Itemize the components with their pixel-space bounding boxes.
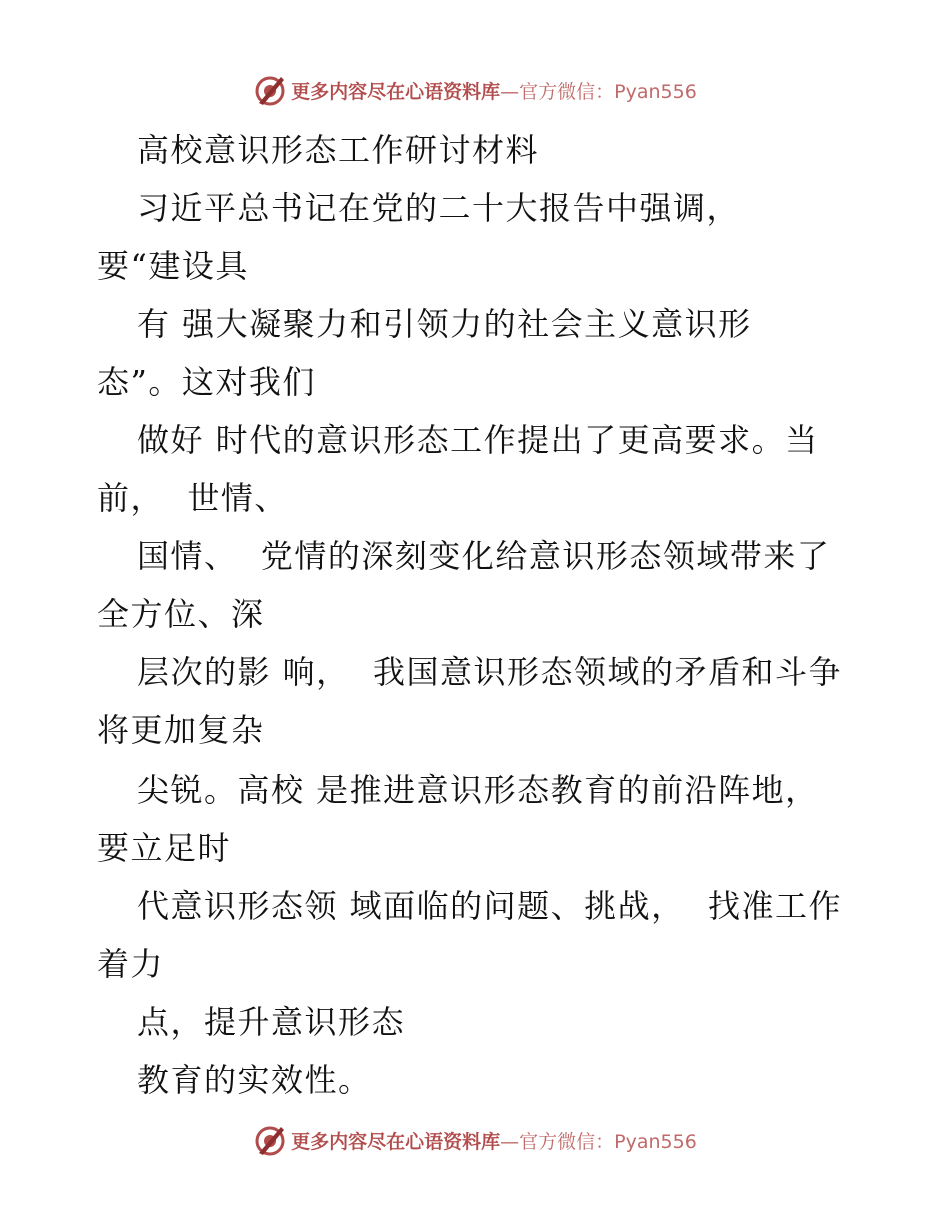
header-watermark-banner (0, 70, 950, 110)
paragraph-line: 着力 (97, 945, 165, 983)
paragraph-line: 做好 时代的意识形态工作提出了更高要求。当 (137, 421, 819, 459)
document-title: 高校意识形态工作研讨材料 (137, 131, 540, 169)
header-watermark-text: 更多内容尽在心语资料库—官方微信：Pyan556 (291, 80, 697, 103)
paragraph-line: 前， 世情、 (97, 479, 288, 517)
pen-logo-icon (253, 73, 287, 107)
paragraph-line: 尖锐。高校 是推进意识形态教育的前沿阵地， (137, 771, 819, 809)
paragraph-line: 教育的实效性。 (137, 1061, 372, 1099)
paragraph-line: 国情、 党情的深刻变化给意识形态领域带来了 (137, 537, 831, 575)
paragraph-line: 将更加复杂 (97, 711, 265, 749)
paragraph-line: 态”。这对我们 (97, 363, 316, 401)
footer-watermark-banner (0, 1120, 950, 1160)
paragraph-line: 要“建设具 (97, 247, 249, 285)
paragraph-line: 点，提升意识形态 (137, 1003, 406, 1041)
paragraph-line: 层次的影 响， 我国意识形态领域的矛盾和斗争 (137, 653, 843, 691)
paragraph-line: 全方位、深 (97, 595, 265, 633)
paragraph-line: 习近平总书记在党的二十大报告中强调， (137, 189, 741, 227)
pen-logo-icon (253, 1123, 287, 1157)
paragraph-line: 有 强大凝聚力和引领力的社会主义意识形 (137, 305, 752, 343)
footer-watermark-text: 更多内容尽在心语资料库—官方微信：Pyan556 (291, 1130, 697, 1153)
paragraph-line: 要立足时 (97, 829, 232, 867)
paragraph-line: 代意识形态领 域面临的问题、挑战， 找准工作 (137, 887, 843, 925)
